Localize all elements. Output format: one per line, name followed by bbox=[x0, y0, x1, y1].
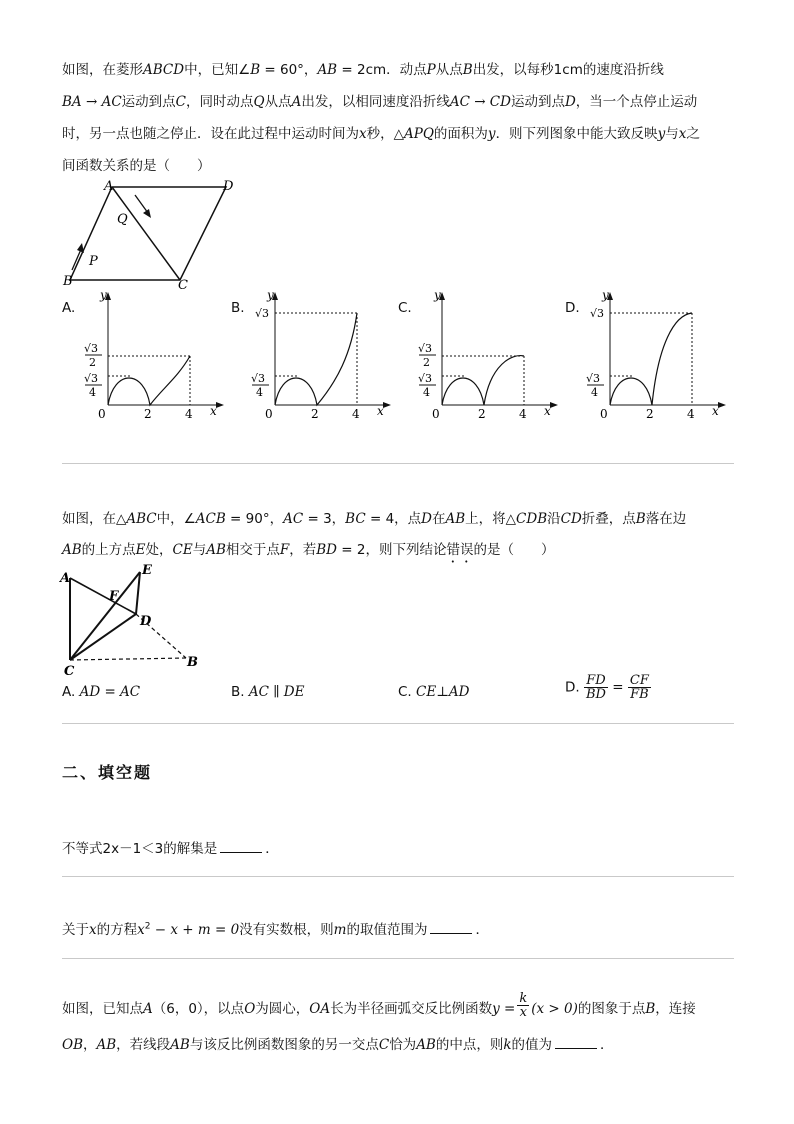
q2-option-b[interactable]: B. AC ∥ DE bbox=[231, 684, 305, 700]
svg-text:2: 2 bbox=[478, 407, 486, 420]
q2-line-2: AB的上方点E处，CE与AB相交于点F，若BD = 2，则下列结论错误的是（ ） bbox=[62, 542, 555, 558]
svg-text:y: y bbox=[602, 288, 609, 302]
graph-option-d[interactable] bbox=[582, 285, 732, 420]
q1-line-1: 如图，在菱形ABCD中，已知∠B = 60°，AB = 2cm．动点P从点B出发，以每秒1cm的速度沿折线 bbox=[62, 62, 664, 78]
graph-option-a[interactable] bbox=[80, 285, 230, 420]
svg-text:√3: √3 bbox=[84, 342, 99, 355]
svg-text:y: y bbox=[434, 288, 441, 302]
svg-text:2: 2 bbox=[144, 407, 152, 420]
svg-text:√3: √3 bbox=[590, 307, 605, 320]
fig2-label-a: A bbox=[60, 571, 71, 586]
svg-text:4: 4 bbox=[423, 386, 430, 399]
triangle-figure bbox=[58, 560, 208, 678]
divider bbox=[62, 723, 734, 724]
svg-text:x: x bbox=[712, 404, 719, 418]
divider bbox=[62, 958, 734, 959]
svg-text:0: 0 bbox=[432, 407, 440, 420]
svg-text:4: 4 bbox=[591, 386, 598, 399]
svg-text:0: 0 bbox=[98, 407, 106, 420]
svg-text:√3: √3 bbox=[418, 372, 433, 385]
svg-text:2: 2 bbox=[423, 356, 430, 369]
svg-text:√3: √3 bbox=[251, 372, 266, 385]
rhombus-figure bbox=[60, 175, 250, 295]
q2-option-a[interactable]: A. AD = AC bbox=[62, 684, 141, 700]
fig1-label-a: A bbox=[104, 179, 114, 194]
fig1-label-d: D bbox=[223, 179, 234, 194]
svg-text:4: 4 bbox=[687, 407, 695, 420]
fig1-label-q: Q bbox=[117, 212, 128, 227]
fig2-label-f: F bbox=[109, 589, 119, 604]
svg-text:√3: √3 bbox=[586, 372, 601, 385]
svg-text:y: y bbox=[100, 288, 107, 302]
q1-line-2: BA → AC运动到点C，同时动点Q从点A出发，以相同速度沿折线AC → CD运动到点D，当一个点停止运动 bbox=[62, 94, 698, 110]
q4-line: 关于x的方程$x^2 - x + m = 0$没有实数根，则m的取值范围为 ． bbox=[62, 921, 489, 938]
svg-text:4: 4 bbox=[89, 386, 96, 399]
graph-option-c[interactable] bbox=[414, 285, 564, 420]
svg-text:0: 0 bbox=[600, 407, 608, 420]
divider bbox=[62, 463, 734, 464]
svg-text:2: 2 bbox=[646, 407, 654, 420]
svg-text:x: x bbox=[210, 404, 217, 418]
q5-line-2: OB，AB，若线段AB与该反比例函数图象的另一交点C恰为AB的中点，则k的值为 ． bbox=[62, 1037, 614, 1053]
answer-blank[interactable] bbox=[555, 1036, 597, 1049]
svg-text:2: 2 bbox=[311, 407, 319, 420]
q2-option-d[interactable]: D. $\frac{FD}{BD}$ = $\frac{CF}{FB}$ bbox=[565, 673, 649, 702]
fig1-label-b: B bbox=[63, 274, 73, 289]
q3-line: 不等式2x－1＜3的解集是 ． bbox=[62, 841, 279, 857]
answer-blank[interactable] bbox=[220, 840, 262, 853]
svg-text:x: x bbox=[377, 404, 384, 418]
graph-option-b[interactable] bbox=[247, 285, 397, 420]
q1-line-3: 时，另一点也随之停止．设在此过程中运动时间为x秒，△APQ的面积为y．则下列图象中能大致反映y与x之 bbox=[62, 126, 700, 142]
svg-text:0: 0 bbox=[265, 407, 273, 420]
answer-blank[interactable] bbox=[430, 921, 472, 934]
q2-option-c[interactable]: C. CE⊥AD bbox=[398, 684, 470, 700]
svg-text:√3: √3 bbox=[84, 372, 99, 385]
fig1-label-p: P bbox=[89, 254, 98, 269]
fig1-label-c: C bbox=[178, 278, 188, 293]
q5-line-1: 如图，已知点A（6，0），以点O为圆心，OA长为半径画弧交反比例函数y = $\frac{k}{x}$ (x > 0)的图象于点B，连接 bbox=[62, 990, 696, 1020]
q1-option-d-label[interactable]: D. bbox=[565, 300, 580, 316]
q1-option-a-label[interactable]: A. bbox=[62, 300, 76, 316]
svg-text:4: 4 bbox=[185, 407, 193, 420]
svg-text:x: x bbox=[544, 404, 551, 418]
svg-text:2: 2 bbox=[89, 356, 96, 369]
fig2-label-e: E bbox=[142, 563, 152, 578]
svg-text:4: 4 bbox=[256, 386, 263, 399]
q1-line-4: 间函数关系的是（ ） bbox=[62, 158, 211, 174]
divider bbox=[62, 876, 734, 877]
svg-text:4: 4 bbox=[519, 407, 527, 420]
fig2-label-d: D bbox=[140, 614, 152, 629]
svg-text:√3: √3 bbox=[418, 342, 433, 355]
svg-text:√3: √3 bbox=[255, 307, 270, 320]
svg-text:y: y bbox=[267, 288, 274, 302]
q2-line-1: 如图，在△ABC中，∠ACB = 90°，AC = 3，BC = 4，点D在AB上，将△CDB沿CD折叠，点B落在边 bbox=[62, 511, 687, 527]
section-title: 二、填空题 bbox=[62, 763, 153, 782]
svg-text:4: 4 bbox=[352, 407, 360, 420]
q1-option-c-label[interactable]: C. bbox=[398, 300, 412, 316]
fig2-label-b: B bbox=[187, 655, 198, 670]
fig2-label-c: C bbox=[64, 664, 75, 678]
q1-option-b-label[interactable]: B. bbox=[231, 300, 245, 316]
